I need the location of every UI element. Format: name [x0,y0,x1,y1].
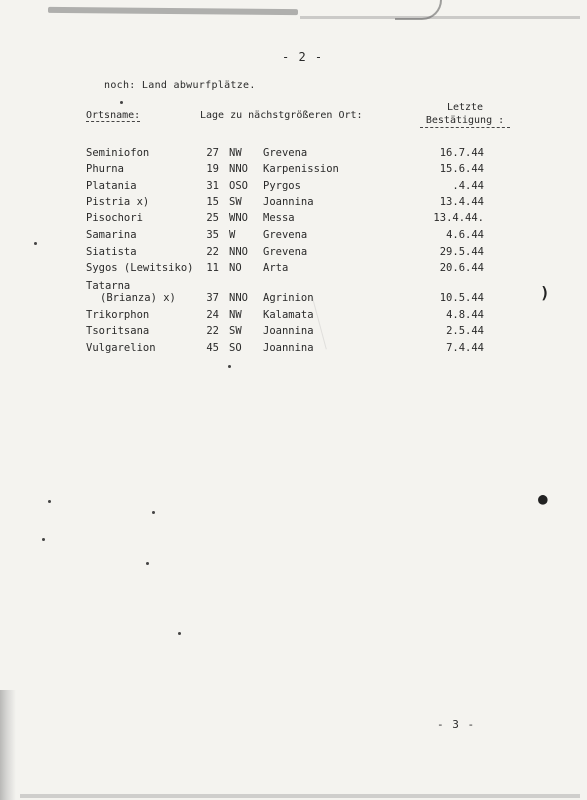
table-row [0,292,587,308]
cell-direction: NO [229,262,242,274]
column-header-ortsname: Ortsname: [86,110,141,121]
cell-date: 15.6.44 [439,163,484,175]
column-header-date [420,101,510,128]
scan-artifact-bottom-edge [20,794,580,798]
column-header-date-line2: Bestätigung : [420,114,510,128]
section-heading: noch: Land abwurfplätze. [104,80,256,91]
cell-date: 13.4.44 [439,196,484,208]
cell-town: Joannina [263,196,314,208]
table-row [0,229,587,245]
cell-town: Grevena [263,246,308,258]
table-row [0,262,587,278]
scan-artifact-top-line [300,16,580,19]
cell-direction: SO [229,342,242,354]
cell-distance: 19 [206,163,219,175]
cell-distance: 27 [206,147,219,159]
cell-date: 10.5.44 [439,292,484,304]
cell-date: 4.8.44 [446,309,484,321]
cell-distance: 37 [206,292,219,304]
cell-direction: SW [229,196,242,208]
cell-date: .4.44 [452,180,484,192]
cell-direction: NNO [229,292,248,304]
cell-ortsname: Vulgarelion [86,342,156,354]
cell-ortsname: Siatista [86,246,137,258]
next-page-number: - 3 - [437,718,476,731]
table-row [0,147,587,163]
cell-direction: SW [229,325,242,337]
table-row [0,180,587,196]
cell-town: Joannina [263,342,314,354]
cell-town: Agrinion [263,292,314,304]
cell-ortsname-continued: (Brianza) x) [100,292,176,304]
speck [152,511,155,514]
speck [34,242,37,245]
cell-ortsname: Seminiofon [86,147,150,159]
cell-direction: NNO [229,163,248,175]
cell-direction: W [229,229,236,241]
cell-date: 29.5.44 [439,246,484,258]
cell-date: 7.4.44 [446,342,484,354]
table-row [0,325,587,341]
cell-town: Grevena [263,229,308,241]
cell-direction: WNO [229,212,248,224]
cell-distance: 11 [206,262,219,274]
cell-town: Kalamata [263,309,314,321]
cell-town: Pyrgos [263,180,301,192]
column-header-lage: Lage zu nächstgrößeren Ort: [200,110,363,121]
margin-mark: ● [538,489,548,508]
scan-artifact-top [48,7,298,15]
cell-town: Arta [263,262,289,274]
cell-ortsname: Tatarna [86,280,131,292]
table-row [0,342,587,358]
cell-direction: OSO [229,180,248,192]
cell-date: 4.6.44 [446,229,484,241]
cell-ortsname: Pisochori [86,212,143,224]
cell-town: Karpenission [263,163,339,175]
cell-distance: 35 [206,229,219,241]
cell-distance: 15 [206,196,219,208]
speck [228,365,231,368]
margin-mark: ) [540,283,550,302]
cell-ortsname: Platania [86,180,137,192]
table-row [0,163,587,179]
cell-ortsname: Samarina [86,229,137,241]
table-row [0,196,587,212]
cell-ortsname: Pistria x) [86,196,150,208]
cell-direction: NNO [229,246,248,258]
speck [120,101,123,104]
cell-ortsname: Sygos (Lewitsiko) [86,262,194,274]
table-row [0,309,587,325]
cell-distance: 24 [206,309,219,321]
table-row [0,212,587,228]
cell-direction: NW [229,147,242,159]
speck [42,538,45,541]
cell-ortsname: Trikorphon [86,309,150,321]
column-header-date-line1: Letzte [446,102,484,113]
cell-date: 16.7.44 [439,147,484,159]
cell-ortsname: Tsoritsana [86,325,150,337]
table-row [0,246,587,262]
speck [146,562,149,565]
cell-town: Grevena [263,147,308,159]
cell-distance: 31 [206,180,219,192]
cell-distance: 25 [206,212,219,224]
cell-distance: 22 [206,325,219,337]
cell-ortsname: Phurna [86,163,124,175]
page-number: - 2 - [282,50,324,64]
speck [48,500,51,503]
cell-distance: 22 [206,246,219,258]
cell-date: 20.6.44 [439,262,484,274]
cell-direction: NW [229,309,242,321]
cell-town: Joannina [263,325,314,337]
scan-artifact-left-edge [0,690,16,800]
cell-date: 13.4.44. [433,212,484,224]
cell-distance: 45 [206,342,219,354]
speck [178,632,181,635]
cell-date: 2.5.44 [446,325,484,337]
cell-town: Messa [263,212,295,224]
